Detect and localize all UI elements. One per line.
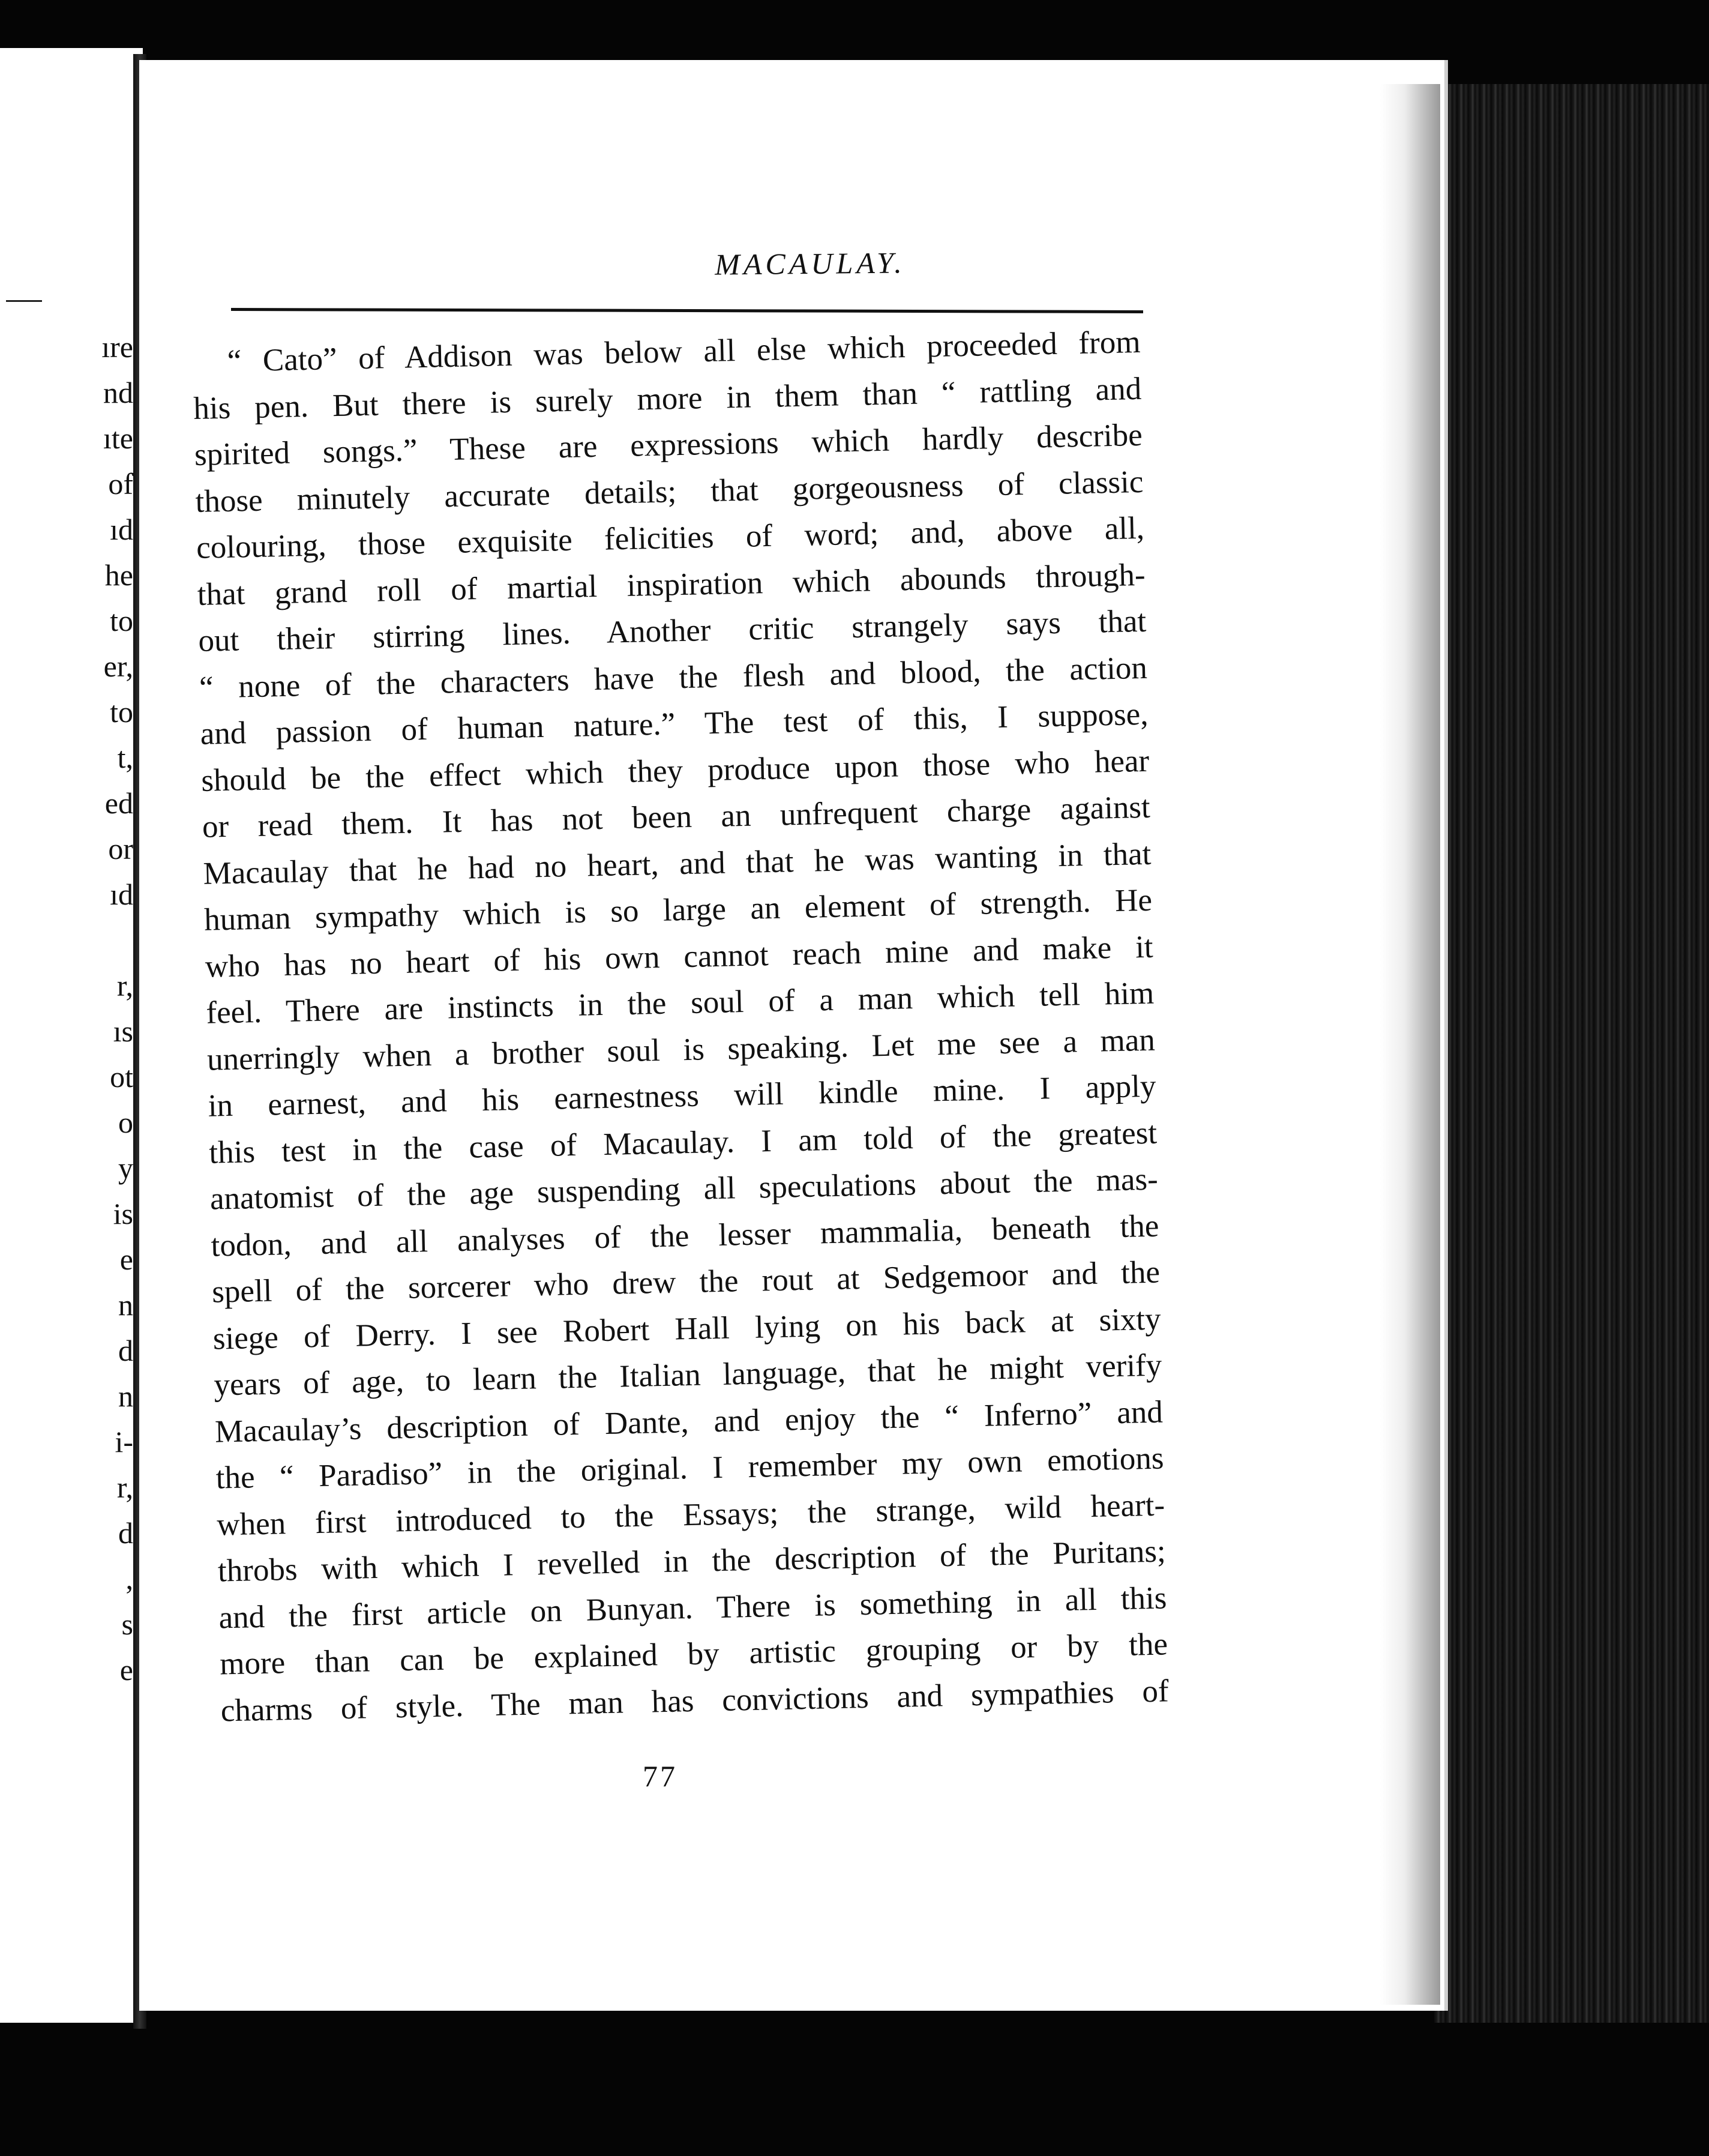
body-text [192,319,1169,1735]
text-line: more than can be explained by artistic grouping or by the [219,1627,1168,1682]
left-fragment: d [118,1516,133,1550]
left-fragment: , [125,1562,133,1595]
left-page-text-fragments [0,324,138,1693]
text-line: should be the effect which they produce upon those who hear [200,743,1150,798]
left-fragment: ıd [110,513,133,546]
left-fragment: y [118,1151,133,1185]
running-head: MACAULAY. [714,245,906,282]
text-line: the “ Paradiso” in the original. I remember my own emotions [215,1441,1165,1496]
left-fragment: t, [117,741,133,774]
left-fragment: to [110,604,133,637]
left-fragment: d [118,1334,133,1367]
left-fragment: o [118,1106,133,1139]
left-fragment: ıd [110,878,133,911]
text-line: this test in the case of Macaulay. I am told of the greatest [208,1115,1158,1170]
text-line: spell of the sorcerer who drew the rout at Sedgemoor and the [211,1254,1161,1310]
left-fragment: s [121,1607,133,1641]
text-line: “ none of the characters have the flesh and blood, the action [199,650,1148,705]
text-line: anatomist of the age suspending all speculations about the mas- [209,1161,1159,1217]
left-page-rule [6,300,42,302]
left-fragment: of [108,467,133,501]
text-line: those minutely accurate details; that gorgeousness of classic [195,464,1144,519]
left-fragment [0,917,138,963]
left-fragment: ıre [101,330,133,364]
text-line: spirited songs.” These are expressions which hardly describe [194,417,1143,472]
text-line: when first introduced to the Essays; the strange, wild heart- [216,1487,1165,1543]
left-fragment: n [118,1288,133,1322]
left-fragment: e [119,1653,133,1687]
left-fragment: n [118,1379,133,1413]
left-fragment: is [113,1197,133,1230]
text-line: and passion of human nature.” The test of this, I suppose, [200,696,1149,751]
text-line: years of age, to learn the Italian language, that he might verify [213,1348,1162,1403]
text-line: “ Cato” of Addison was below all else which proceeded from [227,324,1141,379]
text-line: throbs with which I revelled in the description of the Puritans; [217,1534,1167,1589]
left-fragment: r, [116,969,133,1002]
left-fragment: ot [110,1060,133,1094]
left-fragment: ıte [103,421,133,455]
text-line: unerringly when a brother soul is speaking. Let me see a man [206,1022,1156,1077]
left-fragment: ed [104,786,133,820]
left-fragment: or [108,832,133,866]
left-fragment: to [110,695,133,729]
text-line: colouring, those exquisite felicities of word; and, above all, [196,510,1145,565]
left-fragment: er, [103,649,133,683]
text-line: siege of Derry. I see Robert Hall lying on his back at sixty [212,1301,1162,1357]
left-fragment: nd [103,376,133,409]
text-line: in earnest, and his earnestness will kindle mine. I apply [208,1068,1157,1124]
text-line: or read them. It has not been an unfrequent charge against [202,789,1151,845]
text-line: Macaulay’s description of Dante, and enjoy the “ Inferno” and [214,1394,1164,1450]
text-line: feel. There are instincts in the soul of a man which tell him [205,975,1155,1031]
page-number: 77 [643,1759,677,1793]
text-line: who has no heart of his own cannot reach mine and make it [205,929,1154,984]
text-line: out their stirring lines. Another critic strangely says that [197,603,1147,658]
text-line: that grand roll of martial inspiration which abounds through- [197,557,1146,612]
left-fragment: e [119,1242,133,1276]
text-line: human sympathy which is so large an element of strength. He [203,882,1153,938]
text-line: his pen. But there is surely more in them than “ rattling and [193,371,1142,426]
page-edge-shadow [1380,84,1440,2005]
text-line: todon, and all analyses of the lesser mammalia, beneath the [211,1208,1159,1263]
left-fragment: r, [116,1471,133,1504]
text-line: and the first article on Bunyan. There is something in all this [218,1580,1167,1636]
text-line: charms of style. The man has convictions and sympathies of [220,1673,1170,1728]
book-page-edges [1434,84,1709,2023]
left-fragment: he [104,558,133,592]
left-fragment: ıs [113,1014,133,1048]
text-line: Macaulay that he had no heart, and that he was wanting in that [203,836,1152,891]
left-fragment: i- [115,1425,133,1459]
